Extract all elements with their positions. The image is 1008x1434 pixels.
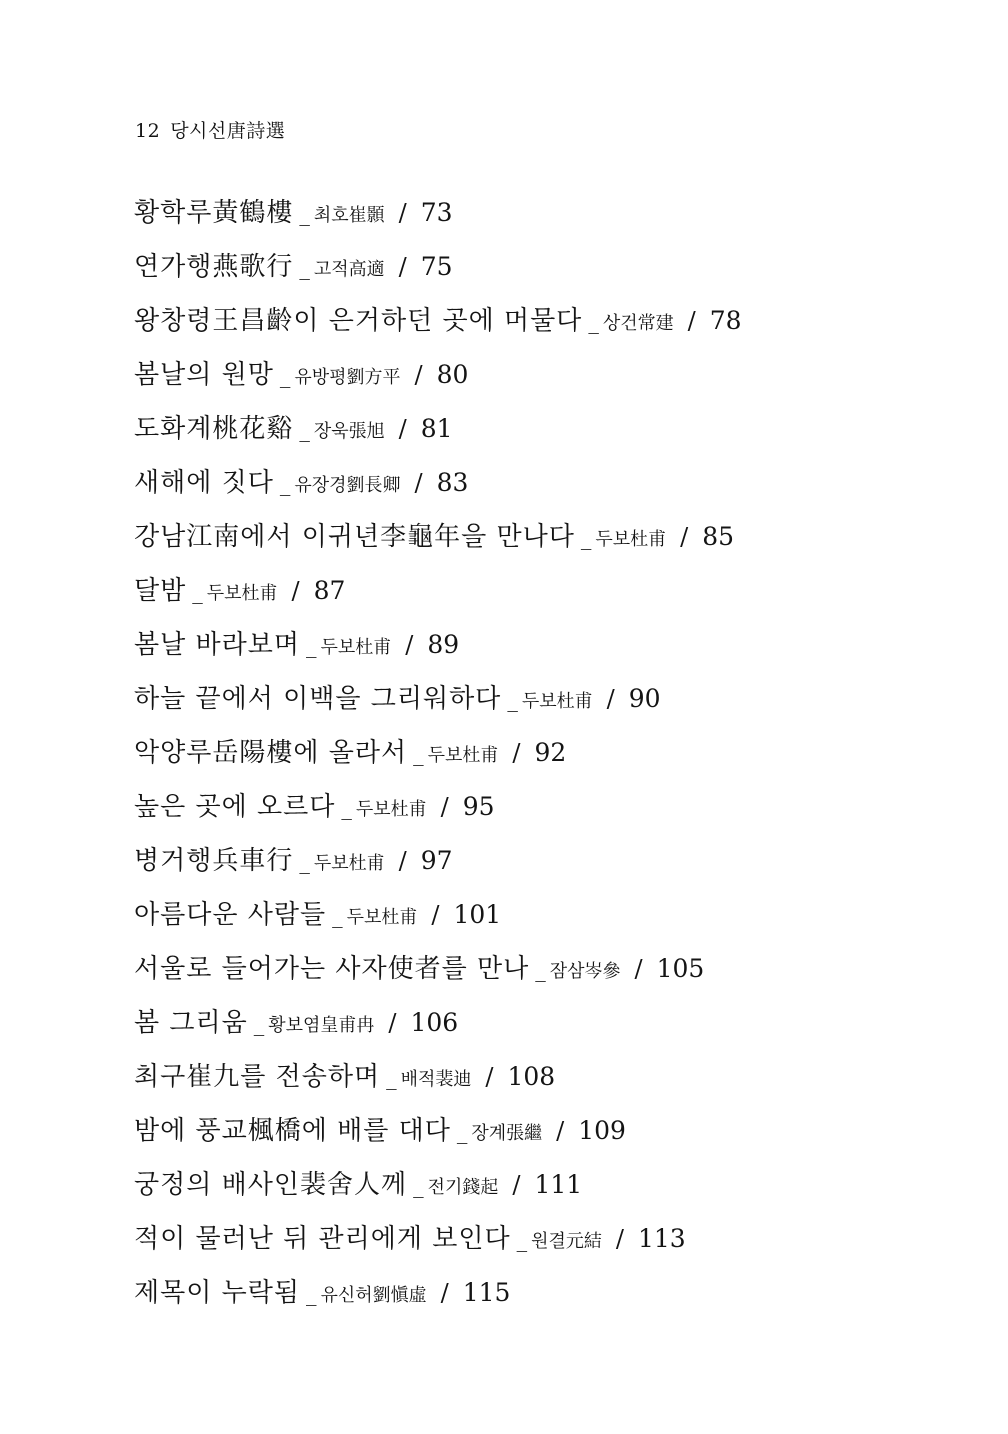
entry-author: 두보杜甫 (320, 637, 392, 658)
entry-page-number: 83 (436, 468, 469, 497)
entry-title: 봄날의 원망 (134, 360, 274, 390)
page-separator: / (440, 793, 449, 821)
author-separator: _ (299, 850, 310, 874)
author-separator: _ (588, 310, 599, 334)
author-separator: _ (299, 256, 310, 280)
toc-entry (134, 626, 954, 680)
entry-title: 봄 그리움 (134, 1008, 248, 1038)
entry-page-number: 95 (462, 792, 495, 821)
author-separator: _ (413, 1174, 424, 1198)
entry-author: 원결元結 (531, 1231, 602, 1252)
entry-page-number: 87 (313, 576, 346, 605)
entry-author: 두보杜甫 (355, 799, 427, 820)
toc-entry (134, 1004, 954, 1058)
author-separator: _ (456, 1120, 468, 1144)
page-separator: / (398, 415, 407, 443)
entry-title: 최구崔九를 전송하며 (134, 1062, 381, 1092)
entry-page-number: 81 (420, 414, 453, 443)
entry-page-number: 92 (534, 738, 567, 767)
page-separator: / (606, 685, 615, 713)
entry-author: 전기錢起 (427, 1177, 499, 1198)
entry-page-number: 75 (420, 252, 453, 281)
entry-title: 궁정의 배사인裴舍人께 (134, 1170, 408, 1200)
author-separator: _ (299, 418, 310, 442)
author-separator: _ (535, 958, 546, 982)
entry-page-number: 90 (628, 684, 661, 713)
toc-entry (134, 410, 954, 464)
entry-author: 상건常建 (602, 313, 674, 334)
entry-author: 유방평劉方平 (294, 367, 401, 388)
entry-title: 달밤 (134, 576, 187, 606)
entry-page-number: 78 (709, 306, 742, 335)
entry-author: 두보杜甫 (346, 907, 418, 928)
author-separator: _ (386, 1066, 397, 1090)
entry-title: 왕창령王昌齡이 은거하던 곳에 머물다 (134, 306, 583, 336)
toc-entry (134, 302, 954, 356)
book-title: 당시선唐詩選 (170, 120, 286, 142)
page-number: 12 (135, 120, 161, 142)
page-separator: / (414, 361, 423, 389)
entry-page-number: 85 (702, 522, 734, 551)
page-separator: / (398, 199, 407, 227)
toc-entry (134, 518, 954, 572)
toc-entry (134, 194, 954, 248)
entry-author: 황보염皇甫冉 (268, 1015, 375, 1036)
entry-title: 연가행燕歌行 (134, 252, 294, 282)
entry-title: 황학루黃鶴樓 (134, 198, 294, 228)
entry-title: 도화계桃花谿 (134, 414, 294, 444)
toc-entry (134, 1058, 954, 1112)
toc-entry (134, 734, 954, 788)
entry-page-number: 109 (578, 1116, 626, 1145)
page-separator: / (440, 1279, 449, 1307)
entry-author: 두보杜甫 (595, 529, 667, 550)
entry-author: 배적裴迪 (400, 1069, 472, 1090)
running-head (135, 116, 285, 143)
entry-author: 최호崔顥 (313, 205, 385, 226)
entry-author: 두보杜甫 (313, 853, 385, 874)
page-separator: / (398, 253, 407, 281)
entry-title: 아름다운 사람들 (134, 900, 327, 930)
author-separator: _ (305, 634, 317, 658)
author-separator: _ (507, 688, 518, 712)
author-separator: _ (192, 580, 203, 604)
toc-entry (134, 1274, 954, 1328)
entry-page-number: 101 (453, 900, 502, 929)
entry-page-number: 115 (462, 1278, 511, 1307)
page-separator: / (405, 631, 414, 659)
entry-page-number: 111 (534, 1170, 583, 1199)
entry-title: 하늘 끝에서 이백을 그리워하다 (134, 684, 502, 714)
entry-title: 강남江南에서 이귀년李龜年을 만나다 (134, 522, 575, 552)
entry-title: 적이 물러난 뒤 관리에게 보인다 (134, 1224, 511, 1254)
entry-page-number: 108 (507, 1062, 556, 1091)
entry-page-number: 97 (420, 846, 453, 875)
toc-entry (134, 464, 954, 518)
page-separator: / (485, 1063, 494, 1091)
entry-page-number: 105 (656, 954, 705, 983)
entry-title: 악양루岳陽樓에 올라서 (134, 738, 408, 768)
entry-title: 봄날 바라보며 (134, 630, 300, 660)
table-of-contents (134, 194, 954, 1328)
entry-author: 유장경劉長卿 (294, 475, 401, 496)
entry-author: 유신허劉愼虛 (320, 1285, 427, 1306)
author-separator: _ (253, 1012, 265, 1036)
entry-author: 장계張繼 (471, 1123, 543, 1144)
page-separator: / (388, 1009, 397, 1037)
page-separator: / (512, 1171, 521, 1199)
toc-entry (134, 896, 954, 950)
entry-title: 높은 곳에 오르다 (134, 792, 336, 822)
page-separator: / (634, 955, 643, 983)
page-separator: / (414, 469, 423, 497)
entry-title: 서울로 들어가는 사자使者를 만나 (134, 954, 530, 984)
author-separator: _ (332, 904, 343, 928)
toc-entry (134, 950, 954, 1004)
entry-title: 제목이 누락됨 (134, 1278, 300, 1308)
page-separator: / (556, 1117, 565, 1145)
author-separator: _ (413, 742, 424, 766)
toc-entry (134, 248, 954, 302)
toc-entry (134, 1112, 954, 1166)
toc-entry (134, 1220, 954, 1274)
entry-author: 고적高適 (313, 259, 385, 280)
entry-author: 잠삼岑參 (549, 961, 621, 982)
entry-title: 밤에 풍교楓橋에 배를 대다 (134, 1116, 451, 1146)
page-separator: / (291, 577, 300, 605)
page-separator: / (398, 847, 407, 875)
toc-entry (134, 572, 954, 626)
toc-entry (134, 356, 954, 410)
author-separator: _ (299, 202, 310, 226)
toc-entry (134, 1166, 954, 1220)
entry-page-number: 106 (410, 1008, 459, 1037)
author-separator: _ (580, 526, 592, 550)
author-separator: _ (279, 364, 291, 388)
entry-page-number: 113 (637, 1224, 686, 1253)
toc-entry (134, 788, 954, 842)
entry-title: 새해에 짓다 (134, 468, 274, 498)
entry-page-number: 73 (420, 198, 453, 227)
entry-author: 두보杜甫 (427, 745, 499, 766)
entry-title: 병거행兵車行 (134, 846, 294, 876)
author-separator: _ (279, 472, 291, 496)
entry-author: 장욱張旭 (313, 421, 385, 442)
page-separator: / (680, 523, 689, 551)
page-separator: / (615, 1225, 624, 1253)
entry-author: 두보杜甫 (521, 691, 593, 712)
page-separator: / (512, 739, 521, 767)
author-separator: _ (516, 1228, 528, 1252)
author-separator: _ (341, 796, 352, 820)
entry-author: 두보杜甫 (206, 583, 278, 604)
page-separator: / (687, 307, 696, 335)
entry-page-number: 89 (427, 630, 460, 659)
toc-entry (134, 680, 954, 734)
entry-page-number: 80 (436, 360, 469, 389)
toc-entry (134, 842, 954, 896)
author-separator: _ (305, 1282, 317, 1306)
page-separator: / (431, 901, 440, 929)
